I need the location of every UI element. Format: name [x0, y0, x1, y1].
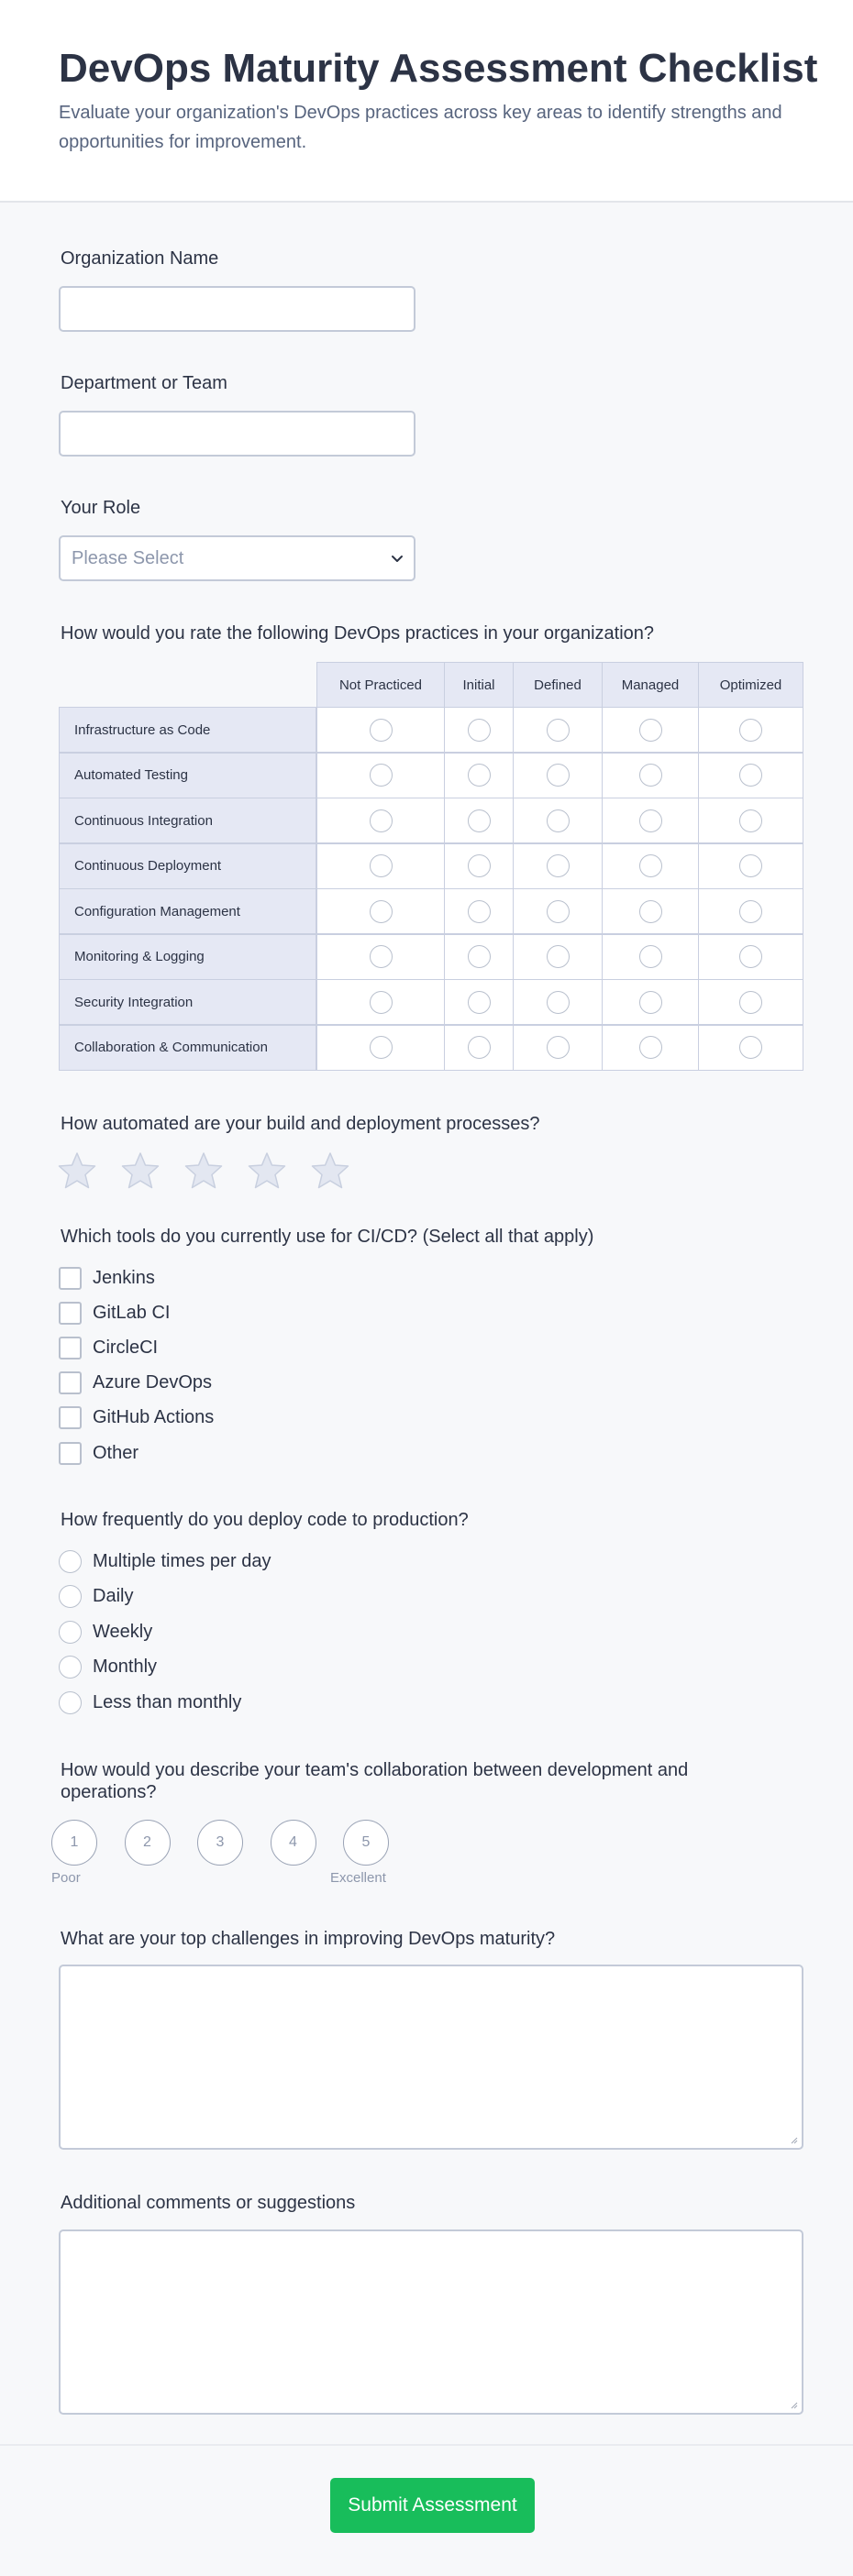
tool-option-label: Jenkins	[93, 1267, 155, 1288]
matrix-radio[interactable]	[547, 991, 570, 1014]
matrix-radio[interactable]	[370, 719, 393, 742]
matrix-radio[interactable]	[739, 764, 762, 787]
matrix-cell	[698, 798, 803, 843]
radio-button[interactable]	[59, 1585, 82, 1608]
matrix-cell	[316, 979, 445, 1025]
role-label: Your Role	[61, 498, 141, 518]
star-icon[interactable]	[183, 1151, 224, 1190]
matrix-column-header: Optimized	[698, 662, 803, 708]
matrix-cell	[316, 843, 445, 889]
matrix-cell	[602, 934, 699, 980]
matrix-radio[interactable]	[739, 809, 762, 832]
tool-option[interactable]	[59, 1371, 212, 1395]
matrix-column-header: Not Practiced	[316, 662, 445, 708]
form-header	[0, 0, 853, 203]
matrix-cell	[444, 979, 514, 1025]
matrix-row-label: Infrastructure as Code	[59, 707, 316, 753]
radio-button[interactable]	[59, 1691, 82, 1714]
challenges-textarea[interactable]	[59, 1965, 803, 2150]
checkbox[interactable]	[59, 1267, 82, 1290]
matrix-cell	[513, 843, 603, 889]
scale-high-label: Excellent	[330, 1870, 386, 1886]
matrix-radio[interactable]	[547, 1036, 570, 1059]
matrix-cell	[444, 843, 514, 889]
department-input[interactable]	[59, 411, 415, 457]
matrix-column-header: Defined	[513, 662, 603, 708]
star-icon[interactable]	[57, 1151, 97, 1190]
matrix-radio[interactable]	[739, 991, 762, 1014]
matrix-radio[interactable]	[468, 764, 491, 787]
tool-option-label: GitHub Actions	[93, 1407, 215, 1428]
scale-option-1[interactable]: 1	[51, 1820, 97, 1866]
checkbox[interactable]	[59, 1442, 82, 1465]
resize-grip-icon[interactable]	[789, 2400, 798, 2409]
matrix-cell	[513, 707, 603, 753]
checkbox[interactable]	[59, 1302, 82, 1325]
star-icon[interactable]	[310, 1151, 350, 1190]
matrix-cell	[316, 753, 445, 798]
matrix-column-header: Initial	[444, 662, 514, 708]
frequency-option[interactable]	[59, 1585, 133, 1609]
tool-option-label: Azure DevOps	[93, 1372, 213, 1393]
tool-option[interactable]	[59, 1266, 155, 1290]
checkbox[interactable]	[59, 1371, 82, 1394]
matrix-radio[interactable]	[468, 809, 491, 832]
comments-question: Additional comments or suggestions	[61, 2193, 356, 2213]
scale-option-3[interactable]: 3	[197, 1820, 243, 1866]
matrix-cell	[602, 888, 699, 934]
matrix-radio[interactable]	[639, 854, 662, 877]
matrix-radio[interactable]	[370, 945, 393, 968]
frequency-option-label: Less than monthly	[93, 1691, 242, 1712]
challenges-question: What are your top challenges in improving DevOps maturity?	[61, 1929, 556, 1949]
matrix-radio[interactable]	[547, 764, 570, 787]
matrix-radio[interactable]	[739, 1036, 762, 1059]
scale-option-5[interactable]: 5	[343, 1820, 389, 1866]
matrix-radio[interactable]	[739, 945, 762, 968]
matrix-cell	[602, 1025, 699, 1071]
matrix-cell	[698, 934, 803, 980]
matrix-cell	[698, 843, 803, 889]
scale-option-4[interactable]: 4	[271, 1820, 316, 1866]
page-subtitle: Evaluate your organization's DevOps practices across key areas to identify strengths and opportunities for improvement.	[59, 103, 782, 152]
matrix-radio[interactable]	[639, 900, 662, 923]
department-label: Department or Team	[61, 373, 227, 393]
frequency-option[interactable]	[59, 1656, 157, 1679]
matrix-radio[interactable]	[468, 854, 491, 877]
matrix-radio[interactable]	[468, 945, 491, 968]
matrix-column-header: Managed	[602, 662, 699, 708]
matrix-radio[interactable]	[639, 991, 662, 1014]
matrix-row-label: Collaboration & Communication	[59, 1025, 316, 1071]
tool-option[interactable]	[59, 1441, 138, 1465]
matrix-row-label: Automated Testing	[59, 753, 316, 798]
matrix-radio[interactable]	[547, 809, 570, 832]
matrix-radio[interactable]	[370, 1036, 393, 1059]
matrix-question: How would you rate the following DevOps practices in your organization?	[61, 623, 655, 644]
matrix-cell	[698, 1025, 803, 1071]
automation-question: How automated are your build and deployment processes?	[61, 1114, 540, 1134]
matrix-radio[interactable]	[547, 719, 570, 742]
matrix-cell	[444, 888, 514, 934]
tool-option[interactable]	[59, 1406, 214, 1430]
matrix-cell	[316, 798, 445, 843]
submit-button[interactable]: Submit Assessment	[330, 2478, 535, 2533]
matrix-radio[interactable]	[639, 719, 662, 742]
frequency-option-label: Multiple times per day	[93, 1550, 271, 1571]
matrix-cell	[444, 707, 514, 753]
resize-grip-icon[interactable]	[789, 2135, 798, 2144]
matrix-row-label: Configuration Management	[59, 888, 316, 934]
collaboration-question: How would you describe your team's collaboration between development and operations?	[61, 1760, 689, 1802]
scale-low-label: Poor	[51, 1870, 81, 1886]
matrix-radio[interactable]	[370, 991, 393, 1014]
matrix-cell	[316, 707, 445, 753]
matrix-cell	[513, 1025, 603, 1071]
radio-button[interactable]	[59, 1550, 82, 1573]
matrix-cell	[602, 843, 699, 889]
matrix-row-label: Security Integration	[59, 979, 316, 1025]
matrix-cell	[602, 979, 699, 1025]
matrix-radio[interactable]	[739, 900, 762, 923]
frequency-option[interactable]	[59, 1690, 241, 1714]
matrix-radio[interactable]	[468, 900, 491, 923]
radio-button[interactable]	[59, 1621, 82, 1644]
tool-option-label: Other	[93, 1442, 139, 1463]
matrix-radio[interactable]	[547, 900, 570, 923]
matrix-radio[interactable]	[639, 809, 662, 832]
matrix-radio[interactable]	[739, 719, 762, 742]
matrix-cell	[602, 798, 699, 843]
matrix-radio[interactable]	[639, 945, 662, 968]
page-title: DevOps Maturity Assessment Checklist	[59, 46, 818, 91]
matrix-radio[interactable]	[468, 991, 491, 1014]
frequency-question: How frequently do you deploy code to production?	[61, 1510, 469, 1530]
matrix-cell	[602, 753, 699, 798]
role-select-placeholder: Please Select	[72, 548, 184, 568]
matrix-cell	[316, 1025, 445, 1071]
comments-textarea[interactable]	[59, 2229, 803, 2415]
matrix-cell	[698, 753, 803, 798]
matrix-cell	[513, 888, 603, 934]
tool-option-label: GitLab CI	[93, 1302, 171, 1323]
matrix-cell	[698, 707, 803, 753]
matrix-row-label: Continuous Deployment	[59, 843, 316, 889]
checkbox[interactable]	[59, 1337, 82, 1360]
matrix-radio[interactable]	[547, 945, 570, 968]
tools-question: Which tools do you currently use for CI/CD? (Select all that apply)	[61, 1227, 594, 1247]
matrix-row-label: Continuous Integration	[59, 798, 316, 843]
matrix-cell	[698, 979, 803, 1025]
radio-button[interactable]	[59, 1656, 82, 1679]
frequency-option-label: Daily	[93, 1586, 134, 1606]
frequency-option[interactable]	[59, 1620, 152, 1644]
matrix-cell	[513, 979, 603, 1025]
matrix-cell	[444, 934, 514, 980]
matrix-radio[interactable]	[370, 854, 393, 877]
tool-option[interactable]	[59, 1336, 158, 1360]
matrix-radio[interactable]	[547, 854, 570, 877]
frequency-option-label: Monthly	[93, 1657, 158, 1677]
matrix-cell	[602, 707, 699, 753]
matrix-radio[interactable]	[370, 764, 393, 787]
matrix-cell	[316, 888, 445, 934]
matrix-cell	[444, 798, 514, 843]
matrix-radio[interactable]	[468, 719, 491, 742]
matrix-cell	[513, 934, 603, 980]
chevron-down-icon	[390, 551, 404, 566]
matrix-cell	[444, 753, 514, 798]
matrix-cell	[444, 1025, 514, 1071]
matrix-radio[interactable]	[370, 900, 393, 923]
role-select[interactable]	[59, 535, 415, 581]
matrix-radio[interactable]	[370, 809, 393, 832]
matrix-cell	[698, 888, 803, 934]
checkbox[interactable]	[59, 1406, 82, 1429]
star-icon[interactable]	[247, 1151, 287, 1190]
org-name-label: Organization Name	[61, 248, 219, 269]
frequency-option[interactable]	[59, 1549, 271, 1573]
matrix-cell	[513, 753, 603, 798]
frequency-option-label: Weekly	[93, 1621, 153, 1642]
matrix-radio[interactable]	[468, 1036, 491, 1059]
matrix-cell	[513, 798, 603, 843]
matrix-radio[interactable]	[639, 764, 662, 787]
scale-option-2[interactable]: 2	[125, 1820, 171, 1866]
matrix-radio[interactable]	[739, 854, 762, 877]
tool-option-label: CircleCI	[93, 1337, 159, 1358]
matrix-radio[interactable]	[639, 1036, 662, 1059]
matrix-row-label: Monitoring & Logging	[59, 934, 316, 980]
star-icon[interactable]	[120, 1151, 161, 1190]
tool-option[interactable]	[59, 1301, 170, 1325]
org-name-input[interactable]	[59, 286, 415, 332]
matrix-cell	[316, 934, 445, 980]
